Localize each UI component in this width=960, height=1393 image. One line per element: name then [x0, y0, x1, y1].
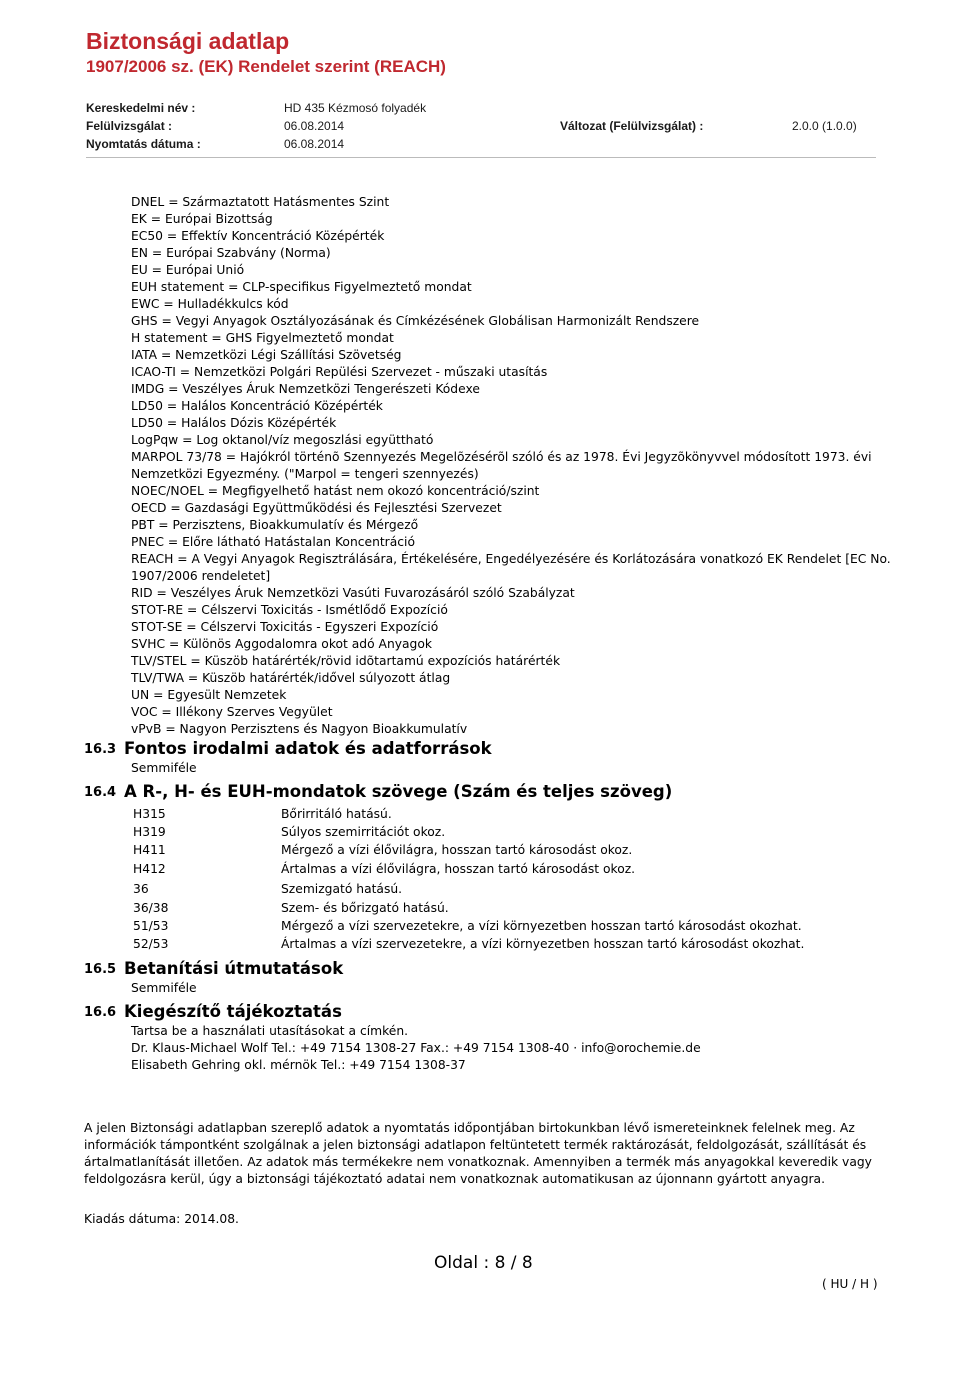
abbreviation-item: EUH statement = CLP-specifikus Figyelmeztető mondat	[131, 280, 472, 294]
phrase-code: 51/53	[133, 919, 169, 933]
phrase-code: 36/38	[133, 901, 169, 915]
abbreviation-item: H statement = GHS Figyelmeztető mondat	[131, 331, 394, 345]
version-value: 2.0.0 (1.0.0)	[792, 119, 857, 133]
phrase-text: Súlyos szemirritációt okoz.	[281, 825, 446, 839]
abbreviation-item: UN = Egyesült Nemzetek	[131, 688, 287, 702]
print-date-value: 06.08.2014	[284, 137, 345, 151]
abbreviation-list	[131, 194, 891, 738]
additional-info	[131, 1023, 701, 1074]
phrase-code: H319	[133, 825, 166, 839]
abbreviation-item: STOT-RE = Célszervi Toxicitás - Ismétlődő Expozíció	[131, 603, 448, 617]
revision-date: 06.08.2014	[284, 119, 345, 133]
section-number: 16.5	[84, 962, 117, 977]
info-line: Tartsa be a használati utasításokat a címkén.	[131, 1024, 409, 1038]
disclaimer-text: A jelen Biztonsági adatlapban szereplő adatok a nyomtatás időpontjában birtokunkban lévő ismereteinknek felelnek meg. Az információk támpontként szolgálnak a jelen biztonsági adatlapon feltüntetett termék raktározását, feldolgozását, szállítását és ártalmatlanítását illetően. Az adatok más termékekre nem vonatkoznak. Amennyiben a termék más anyagokkal keveredik vagy feldolgozásra kerül, úgy a biztonsági tájékoztató adatai nem vonatkoznak automatikusan az újonnann gyártott anyagra.	[84, 1121, 872, 1186]
phrase-text: Bőrirritáló hatású.	[281, 807, 392, 821]
phrase-code: H411	[133, 843, 166, 857]
abbreviation-item: EC50 = Effektív Koncentráció Középérték	[131, 229, 385, 243]
abbreviation-item: REACH = A Vegyi Anyagok Regisztrálására, Értékelésére, Engedélyezésére és Korlátozására vonatkozó EK Rendelet [EC No. 1907/2006 rendeletet]	[131, 552, 891, 583]
section-title: A R-, H- és EUH-mondatok szövege (Szám és teljes szöveg)	[124, 782, 673, 801]
phrase-text: Ártalmas a vízi szervezetekre, a vízi környezetben hosszan tartó károsodást okozhat.	[281, 937, 805, 951]
document-title: Biztonsági adatlap	[86, 28, 290, 54]
abbreviation-item: LogPqw = Log oktanol/víz megoszlási együttható	[131, 433, 434, 447]
language-code: ( HU / H )	[822, 1277, 878, 1291]
abbreviation-item: GHS = Vegyi Anyagok Osztályozásának és Címkézésének Globálisan Harmonizált Rendszere	[131, 314, 700, 328]
abbreviation-item: TLV/TWA = Küszöb határérték/idővel súlyozott átlag	[131, 671, 451, 685]
header-divider	[86, 157, 876, 158]
abbreviation-item: VOC = Illékony Szerves Vegyület	[131, 705, 333, 719]
section-title: Betanítási útmutatások	[124, 959, 344, 978]
section-title: Fontos irodalmi adatok és adatforrások	[124, 739, 492, 758]
phrase-text: Ártalmas a vízi élővilágra, hosszan tartó károsodást okoz.	[281, 862, 636, 876]
abbreviation-item: MARPOL 73/78 = Hajókról történõ Szennyezés Megelõzésérõl szóló és az 1978. Évi Jegyzõkönyvvel módosított 1973. évi Nemzetközi Egyezmény. ("Marpol = tengeri szennyezés)	[131, 450, 872, 481]
abbreviation-item: LD50 = Halálos Dózis Középérték	[131, 416, 337, 430]
abbreviation-item: IATA = Nemzetközi Légi Szállítási Szövetség	[131, 348, 402, 362]
document-subtitle: 1907/2006 sz. (EK) Rendelet szerint (REACH)	[86, 57, 446, 76]
abbreviation-item: PNEC = Előre látható Hatástalan Koncentráció	[131, 535, 415, 549]
phrase-code: 36	[133, 882, 149, 896]
print-date-label: Nyomtatás dátuma :	[86, 137, 201, 151]
info-line: Elisabeth Gehring okl. mérnök Tel.: +49 7154 1308-37	[131, 1058, 466, 1072]
phrase-code: 52/53	[133, 937, 169, 951]
section-number: 16.6	[84, 1005, 117, 1020]
abbreviation-item: ICAO-TI = Nemzetközi Polgári Repülési Szervezet - műszaki utasítás	[131, 365, 548, 379]
info-line: Dr. Klaus-Michael Wolf Tel.: +49 7154 1308-27 Fax.: +49 7154 1308-40 · info@orochemie.de	[131, 1041, 701, 1055]
page-number: Oldal : 8 / 8	[434, 1253, 533, 1273]
section-number: 16.4	[84, 785, 117, 800]
abbreviation-item: IMDG = Veszélyes Áruk Nemzetközi Tengerészeti Kódexe	[131, 382, 480, 396]
abbreviation-item: vPvB = Nagyon Perzisztens és Nagyon Bioakkumulatív	[131, 722, 468, 736]
phrase-text: Mérgező a vízi szervezetekre, a vízi környezetben hosszan tartó károsodást okozhat.	[281, 919, 802, 933]
version-label: Változat (Felülvizsgálat) :	[560, 119, 704, 133]
phrase-text: Mérgező a vízi élővilágra, hosszan tartó károsodást okoz.	[281, 843, 633, 857]
abbreviation-item: SVHC = Különös Aggodalomra okot adó Anyagok	[131, 637, 432, 651]
trade-name-value: HD 435 Kézmosó folyadék	[284, 101, 427, 115]
revision-label: Felülvizsgálat :	[86, 119, 173, 133]
phrase-text: Szemizgató hatású.	[281, 882, 403, 896]
section-number: 16.3	[84, 742, 117, 757]
abbreviation-item: STOT-SE = Célszervi Toxicitás - Egyszeri Expozíció	[131, 620, 439, 634]
abbreviation-item: EU = Európai Unió	[131, 263, 245, 277]
abbreviation-item: PBT = Perzisztens, Bioakkumulatív és Mérgező	[131, 518, 419, 532]
abbreviation-item: EWC = Hulladékkulcs kód	[131, 297, 289, 311]
abbreviation-item: DNEL = Származtatott Hatásmentes Szint	[131, 195, 390, 209]
abbreviation-item: NOEC/NOEL = Megfigyelhető hatást nem okozó koncentráció/szint	[131, 484, 540, 498]
abbreviation-item: RID = Veszélyes Áruk Nemzetközi Vasúti Fuvarozásáról szóló Szabályzat	[131, 586, 575, 600]
phrase-code: H412	[133, 862, 166, 876]
issue-date: Kiadás dátuma: 2014.08.	[84, 1212, 239, 1226]
section-16-3-body: Semmiféle	[131, 761, 197, 775]
phrase-text: Szem- és bőrizgató hatású.	[281, 901, 449, 915]
abbreviation-item: LD50 = Halálos Koncentráció Középérték	[131, 399, 383, 413]
abbreviation-item: EK = Európai Bizottság	[131, 212, 273, 226]
abbreviation-item: OECD = Gazdasági Együttműködési és Fejlesztési Szervezet	[131, 501, 502, 515]
section-16-5-body: Semmiféle	[131, 981, 197, 995]
section-title: Kiegészítő tájékoztatás	[124, 1002, 342, 1021]
abbreviation-item: TLV/STEL = Küszöb határérték/rövid idõtartamú expozíciós határérték	[131, 654, 561, 668]
phrase-code: H315	[133, 807, 166, 821]
trade-name-label: Kereskedelmi név :	[86, 101, 196, 115]
abbreviation-item: EN = Európai Szabvány (Norma)	[131, 246, 331, 260]
